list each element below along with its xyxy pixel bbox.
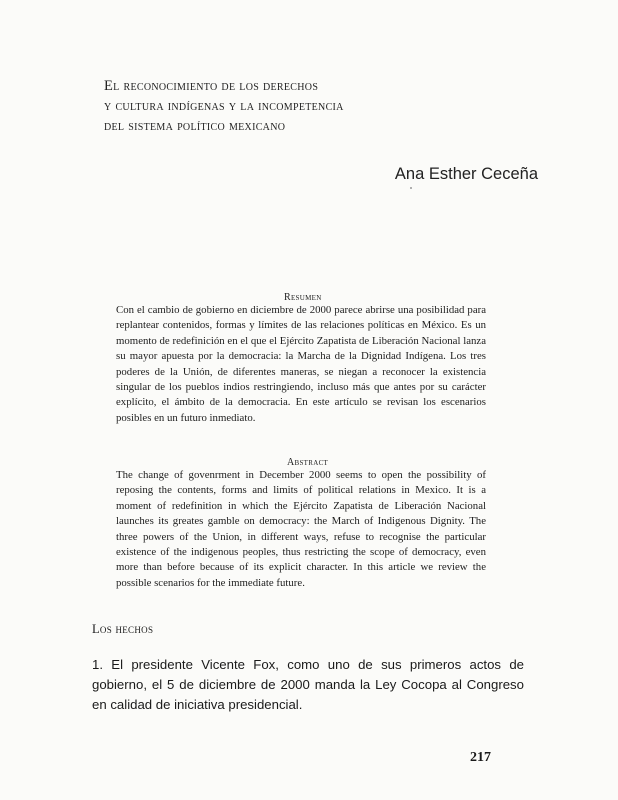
scan-speck [410, 187, 412, 189]
author-name: Ana Esther Ceceña [394, 165, 538, 183]
section-heading: Los hechos [92, 622, 154, 636]
title-line-1: El reconocimiento de los derechos [104, 78, 319, 94]
abstract-heading: Abstract [287, 457, 329, 468]
page-number: 217 [470, 750, 491, 765]
abstract-text: The change of govenrment in December 2000 seems to open the possibility of reposing the contents, forms and limits of political relations in Mexico. It is a moment of redefinition in which the Ejército Zapatista de Liberación Nacional launches its greates gamble on democracy: the March of Indigenous Dignity. The three powers of the Union, in different ways, refuse to recognise the particular existence of the indigenous peoples, thus restricting the scope of democracy, even more than before because of its explicit character. In this article we review the possible scenarios for the immediate future. [116, 469, 486, 589]
article-title [104, 76, 524, 136]
title-line-2: y cultura indígenas y la incompetencia [104, 98, 344, 114]
title-line-3: del sistema político mexicano [104, 118, 286, 134]
paragraph-1: 1. El presidente Vicente Fox, como uno de sus primeros actos de gobierno, el 5 de diciembre de 2000 manda la Ley Cocopa al Congreso en calidad de iniciativa presidencial. [92, 657, 524, 712]
resumen-heading: Resumen [284, 292, 322, 303]
resumen-text: Con el cambio de gobierno en diciembre de 2000 parece abrirse una posibilidad para replantear contenidos, formas y límites de las relaciones políticas en México. Es un momento de redefinición en el que el Ejército Zapatista de Liberación Nacional lanza su mayor apuesta por la democracia: la Marcha de la Dignidad Indígena. Los tres poderes de la Unión, de diferentes maneras, se niegan a reconocer la existencia singular de los pueblos indios restringiendo, incluso más que antes por su carácter explícito, el ámbito de la democracia. En este artículo se revisan los escenarios posibles en un futuro inmediato. [116, 304, 486, 424]
